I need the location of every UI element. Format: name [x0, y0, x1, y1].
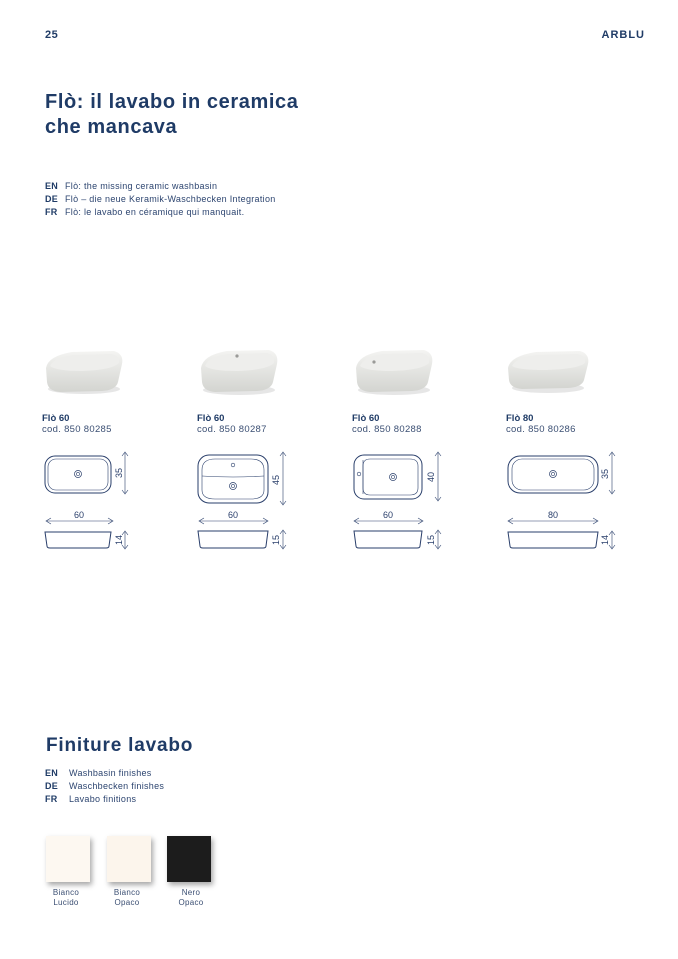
- lang-code: FR: [45, 207, 58, 217]
- product-card: [506, 342, 656, 435]
- width-dimension-label: 60: [73, 510, 85, 520]
- product-card: [352, 342, 502, 435]
- brand-logo-text: ARBLU: [601, 29, 645, 41]
- height-dimension-label: 14: [114, 534, 124, 546]
- lang-code: EN: [45, 181, 59, 191]
- page-number: 25: [45, 29, 59, 41]
- translation-en: [45, 180, 217, 193]
- lang-code: DE: [45, 194, 59, 204]
- swatch-label: [161, 888, 221, 908]
- swatch-label-line2: Lucido: [53, 898, 79, 907]
- depth-dimension-label: 40: [426, 471, 436, 483]
- lang-code: FR: [45, 794, 58, 804]
- swatch-label-line2: Opaco: [114, 898, 140, 907]
- swatch-label-line2: Opaco: [178, 898, 204, 907]
- washbasin-photo: [197, 342, 281, 402]
- finishes-translation-fr: [45, 793, 136, 806]
- product-name: Flò 80: [506, 413, 534, 424]
- swatch-label-line1: Nero: [181, 888, 201, 897]
- product-card: [197, 342, 347, 435]
- height-dimension-label: 14: [600, 534, 610, 546]
- swatch-bianco-opaco: [107, 836, 151, 882]
- swatch-bianco-lucido: [46, 836, 90, 882]
- width-dimension-label: 60: [227, 510, 239, 520]
- product-name: Flò 60: [42, 413, 70, 424]
- width-dimension-label: 60: [382, 510, 394, 520]
- depth-dimension-label: 45: [271, 474, 281, 486]
- finishes-translation-de: [45, 780, 164, 793]
- height-dimension-label: 15: [271, 534, 281, 546]
- technical-drawing: [195, 448, 345, 558]
- technical-drawing: [504, 448, 654, 558]
- washbasin-photo: [42, 342, 126, 402]
- width-dimension-label: 80: [547, 510, 559, 520]
- swatch-label: [97, 888, 157, 908]
- translation-text: Waschbecken finishes: [69, 781, 165, 791]
- finishes-translation-en: [45, 767, 152, 780]
- technical-drawing: [40, 448, 190, 558]
- lang-code: DE: [45, 781, 59, 791]
- product-name: Flò 60: [352, 413, 380, 424]
- translation-fr: [45, 206, 244, 219]
- depth-dimension-label: 35: [114, 467, 124, 479]
- finishes-title: Finiture lavabo: [46, 735, 194, 756]
- washbasin-photo: [506, 342, 590, 402]
- swatch-label-line1: Bianco: [113, 888, 141, 897]
- product-card: [42, 342, 192, 435]
- lang-code: EN: [45, 768, 59, 778]
- technical-drawing: [350, 448, 500, 558]
- swatch-nero-opaco: [167, 836, 211, 882]
- translation-de: [45, 193, 276, 206]
- depth-dimension-label: 35: [600, 468, 610, 480]
- translation-text: Lavabo finitions: [69, 794, 137, 804]
- height-dimension-label: 15: [426, 534, 436, 546]
- product-code: cod. 850 80287: [197, 424, 267, 435]
- translation-text: Flò: the missing ceramic washbasin: [65, 181, 218, 191]
- translation-text: Flò – die neue Keramik-Waschbecken Integration: [65, 194, 276, 204]
- product-code: cod. 850 80286: [506, 424, 576, 435]
- product-code: cod. 850 80288: [352, 424, 422, 435]
- product-name: Flò 60: [197, 413, 225, 424]
- page-title: Flò: il lavabo in ceramica che mancava: [45, 91, 299, 138]
- translation-text: Washbasin finishes: [69, 768, 152, 778]
- product-code: cod. 850 80285: [42, 424, 112, 435]
- swatch-label: [36, 888, 96, 908]
- swatch-label-line1: Bianco: [52, 888, 80, 897]
- washbasin-photo: [352, 342, 436, 402]
- translation-text: Flò: le lavabo en céramique qui manquait.: [65, 207, 245, 217]
